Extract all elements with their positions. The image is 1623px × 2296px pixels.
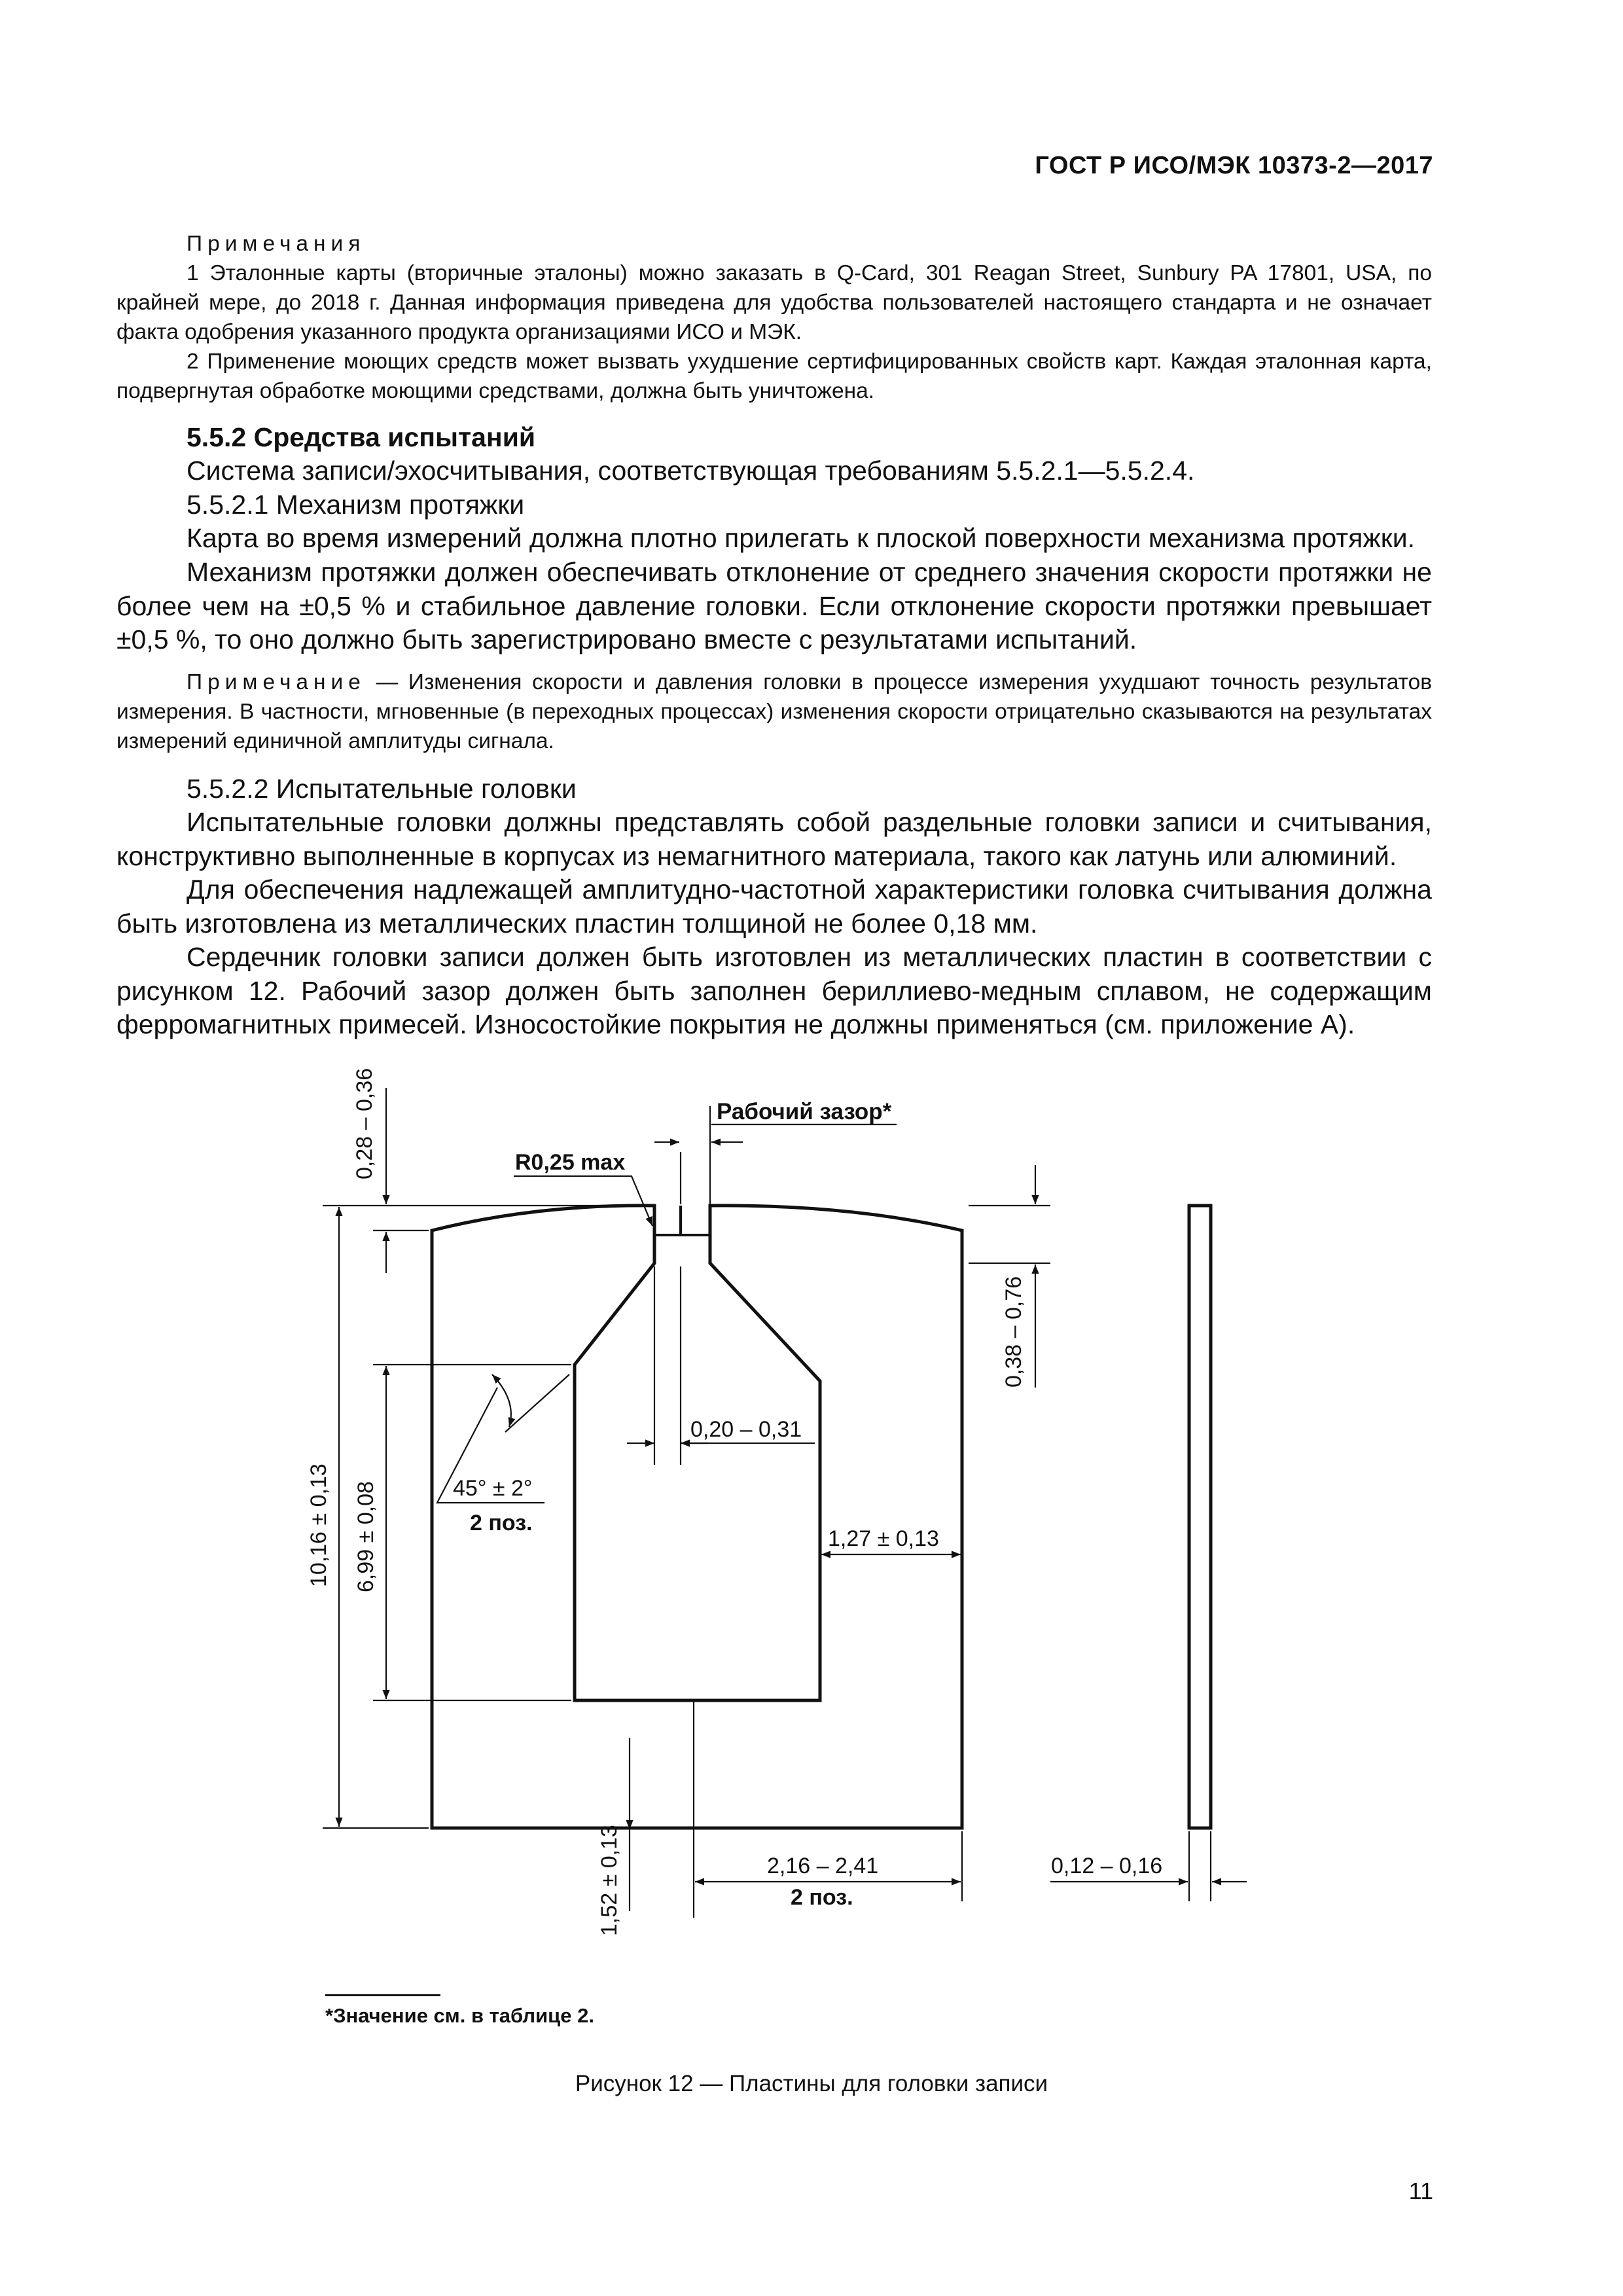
angle-reference — [505, 1374, 569, 1432]
label-right-height: 0,38 – 0,76 — [1001, 1276, 1026, 1388]
subsection-heading-5-5-2-2: 5.5.2.2 Испытательные головки — [187, 774, 577, 804]
label-right-width: 1,27 ± 0,13 — [828, 1526, 939, 1551]
note-2: 2 Применение моющих средств может вызвать ухудшение сертифицированных свойств карт. Каждая эталонная карта, подвергнутая обработке моющими средствами, должна быть уничтожена. — [116, 350, 1432, 403]
plate-side-view — [1189, 1206, 1211, 1828]
figure-footnote: *Значение см. в таблице 2. — [325, 2004, 594, 2027]
standard-header: ГОСТ Р ИСО/МЭК 10373-2—2017 — [1035, 152, 1433, 179]
radius-leader — [514, 1176, 652, 1226]
paragraph: Для обеспечения надлежащей амплитудно-частотной характеристики головка считывания должна быть изготовлена из металлических пластин толщиной не более 0,18 мм. — [116, 874, 1432, 939]
label-radius: R0,25 max — [515, 1150, 626, 1175]
figure-caption: Рисунок 12 — Пластины для головки записи — [575, 2071, 1048, 2096]
label-angle: 45° ± 2° — [453, 1476, 533, 1501]
label-gap-width: 0,20 – 0,31 — [690, 1417, 802, 1442]
label-top-height: 0,28 – 0,36 — [352, 1067, 377, 1179]
label-gap: Рабочий зазор* — [717, 1099, 892, 1124]
page-number: 11 — [1408, 2178, 1433, 2204]
note-label: Примечание — [187, 670, 366, 694]
angle-arc — [492, 1374, 511, 1427]
label-bottom-pos: 2 поз. — [791, 1885, 853, 1910]
paragraph: Механизм протяжки должен обеспечивать отклонение от среднего значения скорости протяжки не более чем на ±0,5 % и стабильное давление головки. Если отклонение скорости протяжки превышает ±0,5 %, то оно должно быть зарегистрировано вместе с результатами испытаний. — [116, 557, 1432, 655]
label-bottom-height: 1,52 ± 0,13 — [597, 1825, 622, 1936]
footnote-divider — [325, 1994, 440, 1996]
plate-gap-notch — [654, 1206, 710, 1235]
notes-title: Примечания — [187, 232, 366, 256]
label-inner-height: 6,99 ± 0,08 — [353, 1481, 378, 1592]
label-total-height: 10,16 ± 0,13 — [306, 1463, 331, 1587]
paragraph: Сердечник головки записи должен быть изготовлен из металлических пластин в соответствии с рисунком 12. Рабочий зазор должен быть заполнен бериллиево-медным сплавом, не содержащим ферромагнитных примесей. Износостойкие покрытия не должны применяться (см. приложение А). — [116, 942, 1432, 1039]
label-angle-pos: 2 поз. — [470, 1511, 533, 1535]
label-bottom-width: 2,16 – 2,41 — [767, 1854, 879, 1878]
paragraph: Карта во время измерений должна плотно прилегать к плоской поверхности механизма протяжки. — [187, 523, 1416, 553]
paragraph: Испытательные головки должны представлять собой раздельные головки записи и считывания, конструктивно выполненные в корпусах из немагнитного материала, такого как латунь или алюминий. — [116, 807, 1432, 871]
section-intro: Система записи/эхосчитывания, соответствующая требованиям 5.5.2.1—5.5.2.4. — [187, 456, 1195, 486]
section-heading: 5.5.2 Средства испытаний — [187, 422, 536, 452]
subsection-heading-5-5-2-1: 5.5.2.1 Механизм протяжки — [187, 490, 525, 520]
note-1: 1 Эталонные карты (вторичные эталоны) можно заказать в Q-Card, 301 Reagan Street, Sunbury PA 17801, USA, по крайней мере, до 2018 г. Данная информация приведена для удобства пользователей настоящего стандарта и не означает факта одобрения указанного продукта организациями ИСО и МЭК. — [116, 261, 1432, 344]
label-thickness: 0,12 – 0,16 — [1051, 1854, 1163, 1878]
note-text: — Изменения скорости и давления головки в процессе измерения ухудшают точность результатов измерения. В частности, мгновенные (в переходных процессах) изменения скорости отрицательно сказываются на результатах измерений единичной амплитуды сигнала. — [116, 670, 1432, 753]
